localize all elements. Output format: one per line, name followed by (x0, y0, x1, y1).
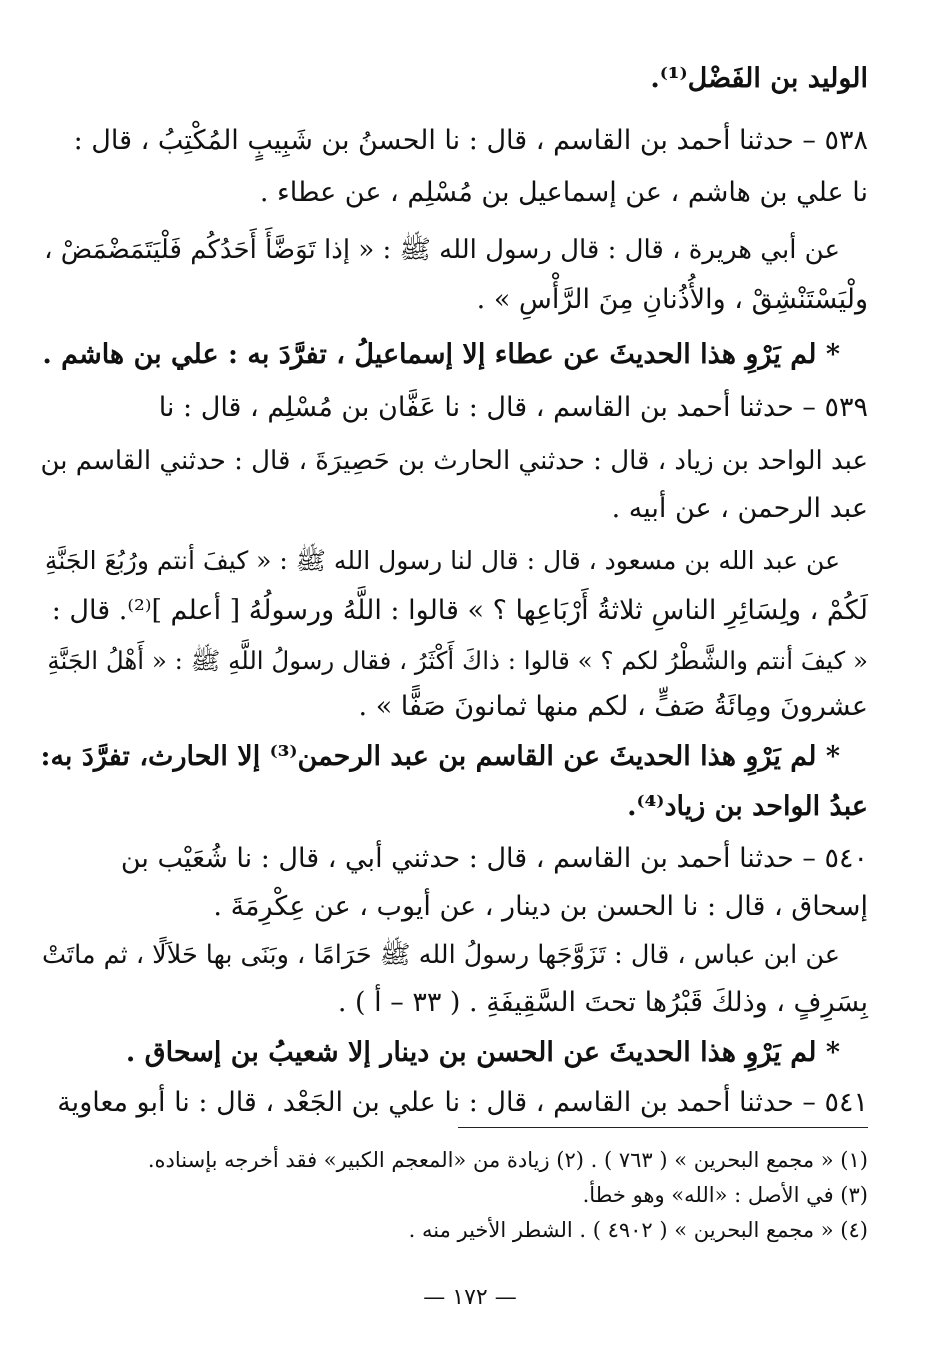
hadith-538-heading: ٥٣٨ – حدثنا أحمد بن القاسم ، قال : نا الحسنُ بن شَبِيبٍ المُكْتِبُ ، قال : (73, 125, 868, 156)
text-line-19: بِسَرِفٍ ، وذلكَ قَبْرُها تحتَ السَّقِيفَةِ . ( ٣٣ – أ ) . (337, 987, 868, 1018)
footnote-separator (458, 1127, 868, 1128)
hadith-540-heading: ٥٤٠ – حدثنا أحمد بن القاسم ، قال : حدثني أبي ، قال : نا شُعَيْب بن (120, 843, 868, 874)
text-line-18: عن ابن عباس ، قال : تَزَوَّجَها رسولُ الله ﷺ حَرَامًا ، وبَنَى بها حَلاَلًا ، ثم ماتَتْ (42, 940, 840, 970)
text-line-10: عن عبد الله بن مسعود ، قال : قال لنا رسول الله ﷺ : « كيفَ أنتم ورُبُعَ الجَنَّةِ (44, 546, 840, 575)
text-line-15: عبدُ الواحد بن زياد⁽⁴⁾. (627, 791, 868, 822)
text-line-8: عبد الواحد بن زياد ، قال : حدثني الحارث بن حَصِيرَةَ ، قال : حدثني القاسم بن (40, 446, 868, 476)
text-line-13: عشرونَ ومِائَةُ صَفٍّ ، لكم منها ثمانونَ صَفًّا » . (358, 691, 868, 722)
text-line-17: إسحاق ، قال : نا الحسن بن دينار ، عن أيوب ، عن عِكْرِمَةَ . (213, 891, 868, 922)
hadith-539-heading: ٥٣٩ – حدثنا أحمد بن القاسم ، قال : نا عَفَّان بن مُسْلِم ، قال : نا (158, 392, 868, 423)
text-line-1: الوليد بن الفَضْل⁽¹⁾. (650, 63, 868, 94)
page-number: — ١٧٢ — (423, 1285, 517, 1310)
footnote-1-2: (١) « مجمع البحرين » ( ٧٦٣ ) . (٢) زيادة من «المعجم الكبير» فقد أخرجه بإسناده. (147, 1148, 868, 1172)
text-line-5: ولْيَسْتَنْشِقْ ، والأُذُنانِ مِنَ الرَّأْسِ » . (476, 284, 868, 315)
commentary-538: * لم يَرْوِ هذا الحديثَ عن عطاء إلا إسماعيلُ ، تفرَّدَ به : علي بن هاشم . (42, 339, 840, 370)
commentary-540: * لم يَرْوِ هذا الحديثَ عن الحسن بن دينار إلا شعيبُ بن إسحاق . (125, 1037, 840, 1068)
footnote-4: (٤) « مجمع البحرين » ( ٤٩٠٢ ) . الشطر الأخير منه . (408, 1218, 868, 1242)
text-line-3: نا علي بن هاشم ، عن إسماعيل بن مُسْلِم ، عن عطاء . (259, 177, 868, 208)
text-line-12: « كيفَ أنتم والشَّطْرُ لكم ؟ » قالوا : ذاكَ أَكْثَرُ ، فقال رسولُ اللَّهِ ﷺ : « أَهْلُ الجَنَّةِ (47, 646, 868, 675)
text-line-9: عبد الرحمن ، عن أبيه . (611, 493, 868, 524)
commentary-539: * لم يَرْوِ هذا الحديثَ عن القاسم بن عبد الرحمن⁽³⁾ إلا الحارث، تفرَّدَ به: (40, 741, 840, 772)
text-line-4: عن أبي هريرة ، قال : قال رسول الله ﷺ : « إذا تَوَضَّأَ أَحَدُكُم فَلْيَتَمَضْمَضْ ، (44, 235, 840, 265)
footnote-3: (٣) في الأصل : «الله» وهو خطأ. (582, 1183, 868, 1207)
text-line-11: لَكُمْ ، ولِسَائِرِ الناسِ ثلاثةُ أَرْبَاعِها ؟ » قالوا : اللَّهُ ورسولُهُ [ أعلم ]⁽²⁾. قال : (51, 595, 868, 626)
hadith-541-heading: ٥٤١ – حدثنا أحمد بن القاسم ، قال : نا علي بن الجَعْد ، قال : نا أبو معاوية (57, 1087, 868, 1118)
